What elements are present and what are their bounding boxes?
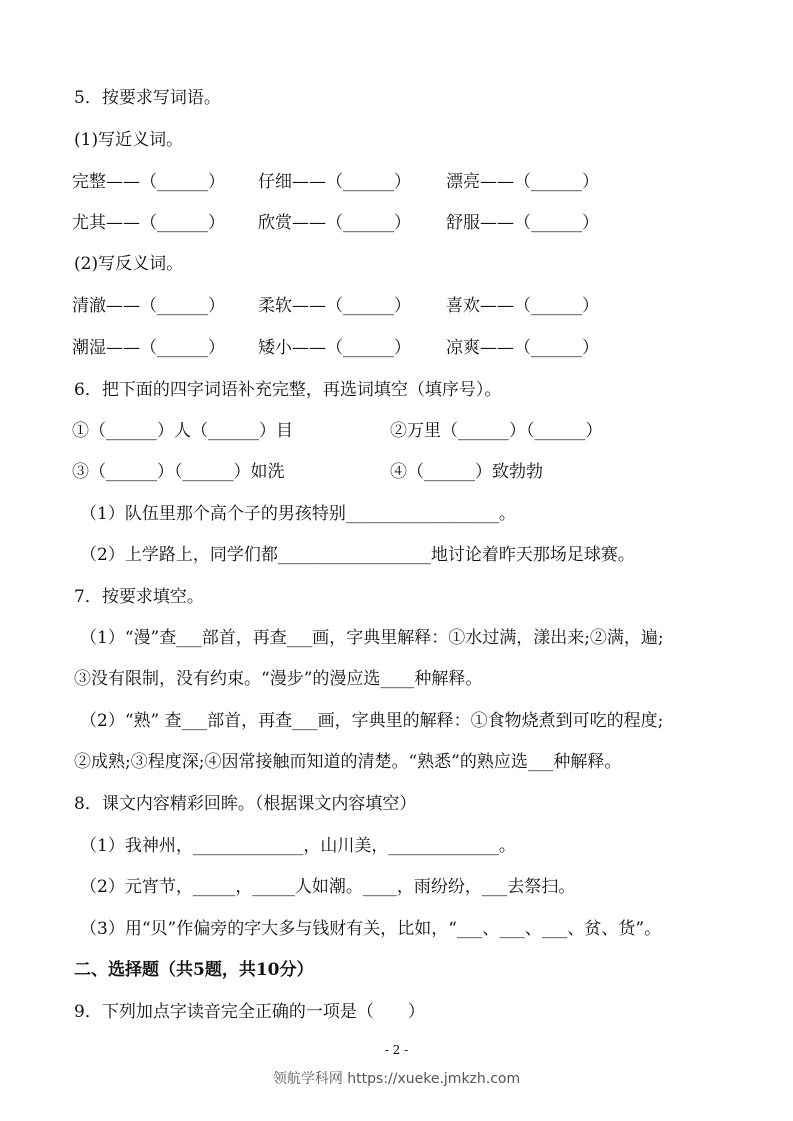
synonym-item: 舒服——（______） <box>446 213 599 233</box>
idiom-item: ③（______）（______）如洗 <box>72 462 285 482</box>
q7-title: 7．按要求填空。 <box>74 587 204 607</box>
q9-question: 9．下列加点字读音完全正确的一项是（ ） <box>74 1002 425 1022</box>
q8-sentence-1: （1）我神州，_____________，山川美，_____________。 <box>80 836 516 856</box>
q7-part2-line2: ②成熟;③程度深;④因常接触而知道的清楚。“熟悉”的熟应选___种解释。 <box>74 752 622 772</box>
q8-sentence-3: （3）用“贝”作偏旁的字大多与钱财有关，比如，“___、___、___、贫、货”。 <box>80 919 662 939</box>
synonym-item: 完整——（______） <box>72 172 225 192</box>
idiom-item: ①（______）人（______）目 <box>72 421 293 441</box>
antonym-item: 潮湿——（______） <box>72 338 225 358</box>
antonym-item: 柔软——（______） <box>258 296 411 316</box>
synonym-item: 漂亮——（______） <box>446 172 599 192</box>
synonym-item: 欣赏——（______） <box>258 213 411 233</box>
q6-sentence-1: （1）队伍里那个高个子的男孩特别__________________。 <box>80 504 516 524</box>
idiom-item: ④（______）致勃勃 <box>390 462 543 482</box>
section-heading-choice: 二、选择题（共5题，共10分） <box>74 960 314 980</box>
synonym-item: 尤其——（______） <box>72 213 225 233</box>
page-number: - 2 - <box>384 1043 409 1057</box>
antonym-item: 矮小——（______） <box>258 338 411 358</box>
q8-sentence-2: （2）元宵节，_____，_____人如潮。____，雨纷纷，___去祭扫。 <box>80 877 576 897</box>
q7-part1-line2: ③没有限制，没有约束。“漫步”的漫应选____种解释。 <box>74 669 483 689</box>
q6-title: 6．把下面的四字词语补充完整，再选词填空（填序号）。 <box>74 380 502 400</box>
q7-part2-line1: （2）“熟” 查___部首，再查___画，字典里的解释：①食物烧煮到可吃的程度; <box>80 711 664 731</box>
idiom-item: ②万里（______）（______） <box>390 421 603 441</box>
antonym-item: 凉爽——（______） <box>446 338 599 358</box>
antonym-item: 清澈——（______） <box>72 296 225 316</box>
q5-title: 5．按要求写词语。 <box>74 88 221 108</box>
q6-sentence-2: （2）上学路上，同学们都__________________地讨论着昨天那场足球赛。 <box>80 545 635 565</box>
antonym-item: 喜欢——（______） <box>446 296 599 316</box>
watermark-text: 领航学科网 https://xueke.jmkzh.com <box>272 1071 521 1087</box>
q8-title: 8．课文内容精彩回眸。（根据课文内容填空） <box>74 794 417 814</box>
q5-sub1-synonyms: (1)写近义词。 <box>74 130 184 150</box>
q7-part1-line1: （1）“漫”查___部首，再查___画，字典里解释：①水过满，漾出来;②满，遍; <box>80 628 664 648</box>
synonym-item: 仔细——（______） <box>258 172 411 192</box>
q5-sub2-antonyms: (2)写反义词。 <box>74 254 184 274</box>
